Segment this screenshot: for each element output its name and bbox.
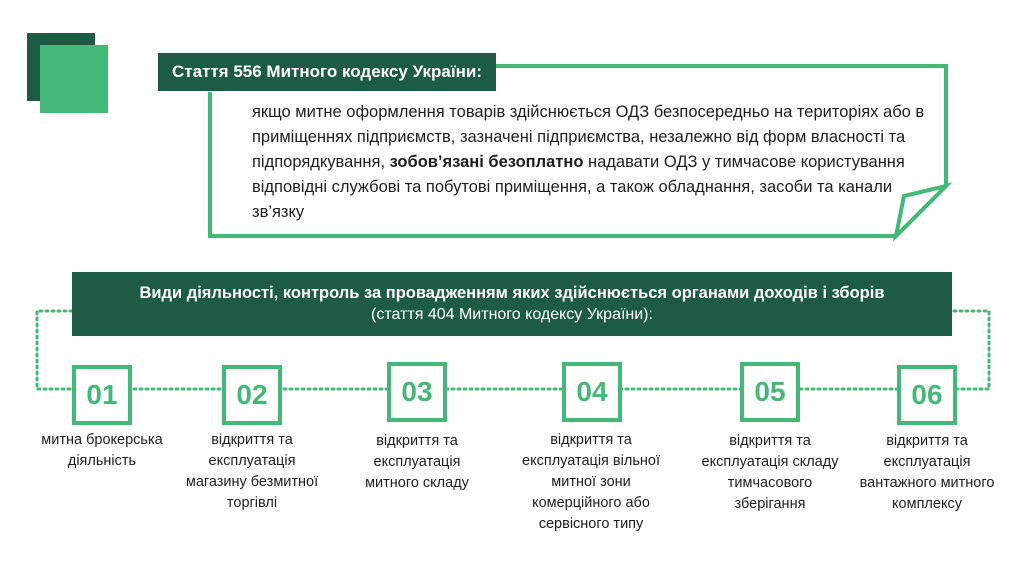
article-text-bold: зобов’язані безоплатно	[389, 153, 584, 171]
section-banner	[72, 272, 952, 336]
item-number-box: 06	[897, 365, 957, 425]
section-title: Види діяльності, контроль за провадженням яких здійснюється органами доходів і зборів	[139, 284, 885, 302]
article-text-part2: надавати ОДЗ у тимчасове користування відповідні службові та побутові приміщення, а також обладнання, засоби та канали зв’язку	[252, 153, 905, 221]
item-label: відкриття та експлуатація складу тимчасового зберігання	[701, 433, 839, 512]
article-text	[252, 100, 932, 225]
item-number-box: 03	[387, 362, 447, 422]
article-text-part1: якщо митне оформлення товарів здійснюється ОДЗ безпосередньо на територіях або в приміщеннях підприємств, зазначені підприємства, незалежно від форм власності та підпорядкування,	[252, 103, 925, 171]
item-number-box: 04	[562, 362, 622, 422]
item-label: відкриття та експлуатація магазину безмитної торгівлі	[185, 432, 319, 511]
item-number-box: 02	[222, 365, 282, 425]
article-title: Стаття 556 Митного кодексу України:	[158, 53, 496, 91]
item-label: відкриття та експлуатація вантажного митного комплексу	[859, 433, 995, 512]
item-label: відкриття та експлуатація вільної митної зони комерційного або сервісного типу	[522, 432, 660, 532]
item-number-box: 05	[740, 362, 800, 422]
section-subtitle: (стаття 404 Митного кодексу України):	[371, 306, 653, 323]
item-label: відкриття та експлуатація митного складу	[365, 433, 469, 491]
item-label: митна брокерська діяльність	[41, 432, 163, 469]
item-number-box: 01	[72, 365, 132, 425]
